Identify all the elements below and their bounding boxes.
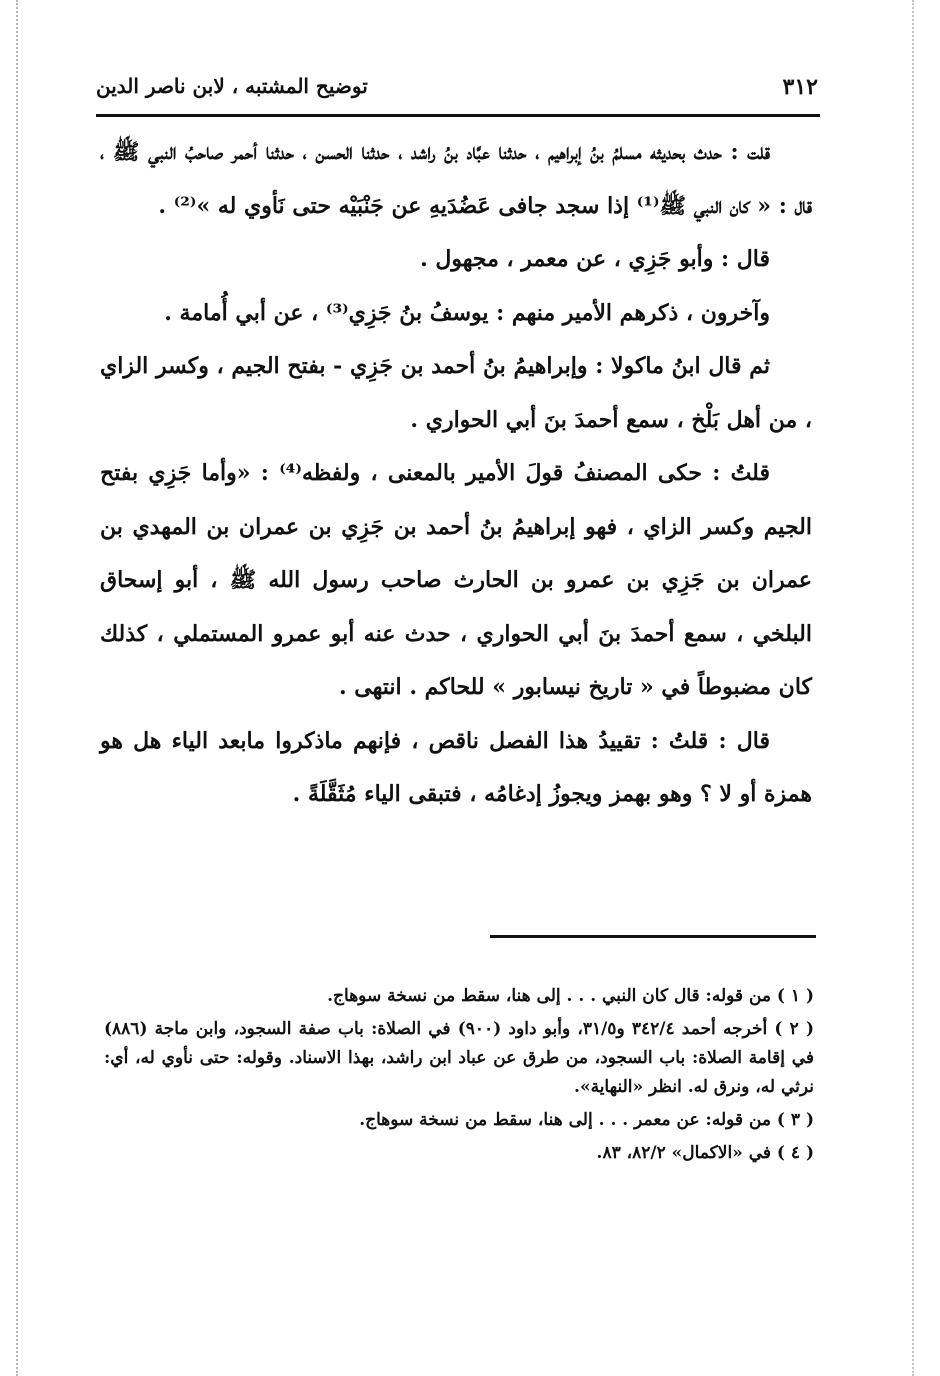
paragraph: قال : قلتُ : تقييدُ هذا الفصل ناقص ، فإنهم ماذكروا مابعد الياء هل هو همزة أو لا ؟ وهو بهمز ويجوزُ إدغامُه ، فتبقى الياء مُثَقَّلَةً . [100, 727, 812, 807]
footnote: ( ٢ ) أخرجه أحمد ٣٤٢/٤ و٣١/٥، وأبو داود (٩٠٠) في الصلاة: باب صفة السجود، وابن ماجة (٨٨٦) في إقامة الصلاة: باب السجود، من طرق عن عباد ابن راشد، بهذا الاسناد. وقوله: حتى نأوي له، أي: نرثي له، ونرق له. انظر «النهاية». [104, 1019, 814, 1097]
paragraph: قلت : حدث بحديثه مسلمُ بنُ إبراهيم ، حدثنا عبَّاد بنُ راشد ، حدثنا الحسن ، حدثنا أحمر صاحبُ النبي ﷺ ، قال : « كان النبي ﷺ⁽¹⁾ إذا سجد جافى عَضُدَيهِ عن جَنْبَيْه حتى نَأوي له »⁽²⁾ . [100, 139, 812, 219]
header-rule [96, 114, 820, 117]
paragraph: وآخرون ، ذكرهم الأمير منهم : يوسفُ بنُ جَزِي⁽³⁾ ، عن أبي أُمامة . [164, 299, 770, 326]
running-title: توضيح المشتبه ، لابن ناصر الدين [96, 74, 368, 98]
paragraph: قال : وأبو جَزِي ، عن معمر ، مجهول . [420, 246, 770, 272]
footnote: ( ١ ) من قوله: قال كان النبي . . . إلى هنا، سقط من نسخة سوهاج. [327, 986, 814, 1006]
footnote-separator [490, 935, 816, 938]
footnotes [104, 982, 814, 1172]
page-edge-left [16, 0, 18, 1376]
paragraph: ثم قال ابنُ ماكولا : وإبراهيمُ بنُ أحمد بن جَزِي - بفتح الجيم ، وكسر الزاي ، من أهل بَلْخ ، سمع أحمدَ بنَ أبي الحواري . [100, 353, 812, 433]
footnote: ( ٤ ) في «الاكمال» ٨٢/٢، ٨٣. [596, 1143, 814, 1163]
main-text [100, 126, 812, 822]
footnote: ( ٣ ) من قوله: عن معمر . . . إلى هنا، سقط من نسخة سوهاج. [359, 1110, 814, 1130]
page-number: ٣١٢ [782, 74, 818, 100]
page-edge-right [912, 0, 914, 1376]
page-header [96, 66, 818, 110]
paragraph: قلتُ : حكى المصنفُ قولَ الأمير بالمعنى ، ولفظه⁽⁴⁾ : «وأما جَزِي بفتح الجيم وكسر الزاي ، فهو إبراهيمُ بنُ أحمد بن جَزِي بن عمران بن المهدي بن عمران بن جَزِي بن عمرو بن الحارث صاحب رسول الله ﷺ ، أبو إسحاق البلخي ، سمع أحمدَ بنَ أبي الحواري ، حدث عنه أبو عمرو المستملي ، كذلك كان مضبوطاً في « تاريخ نيسابور » للحاكم . انتهى . [100, 460, 812, 700]
